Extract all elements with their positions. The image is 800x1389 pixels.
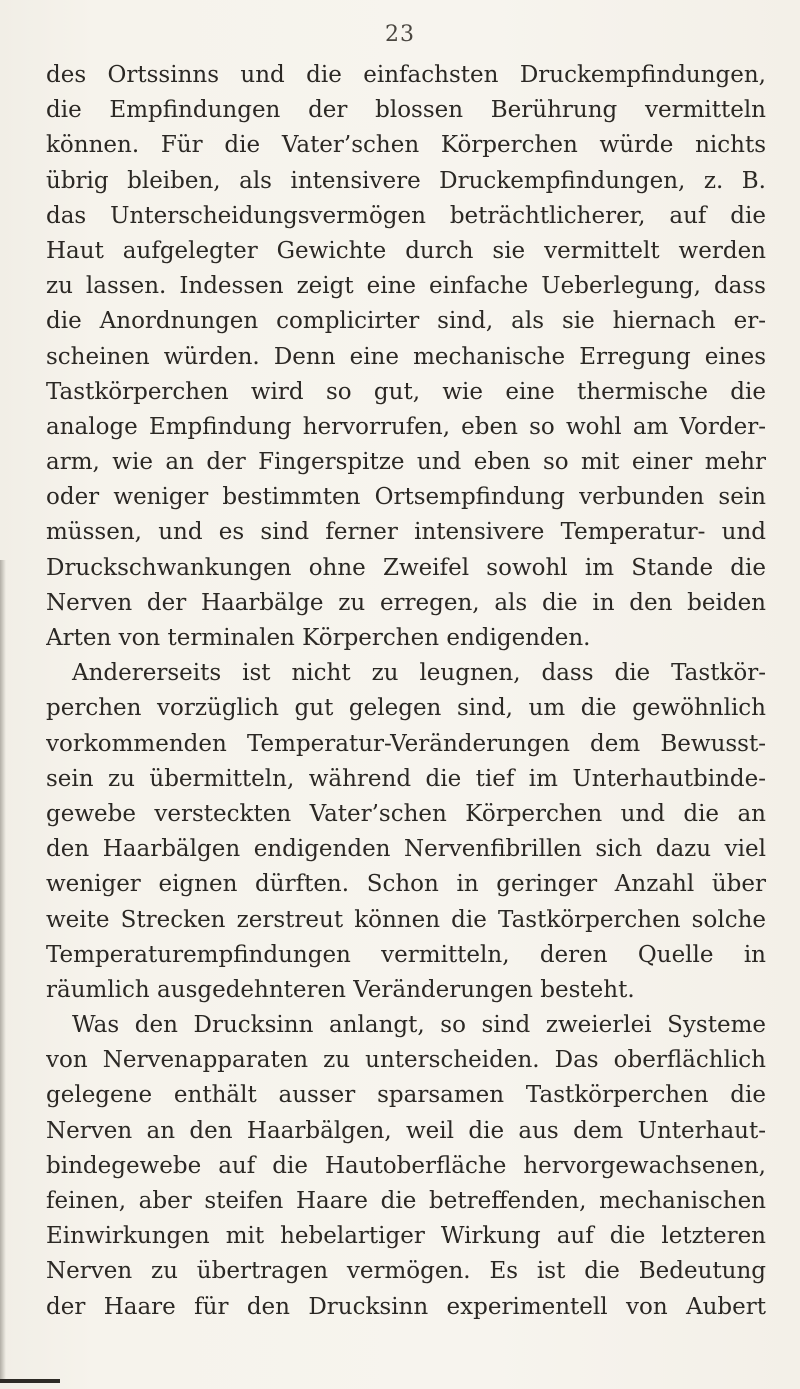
text-line: die Anordnungen complicirter sind, als sie hiernach er-	[46, 308, 766, 335]
text-line: Nerven der Haarbälge zu erregen, als die in den beiden	[46, 589, 766, 616]
page-number: 23	[385, 22, 415, 47]
binding-shadow	[0, 560, 6, 1380]
text-line: den Haarbälgen endigenden Nervenfibrillen sich dazu viel	[46, 836, 766, 863]
text-line: weite Strecken zerstreut können die Tastkörperchen solche	[46, 906, 766, 933]
text-line: von Nervenapparaten zu unterscheiden. Das oberflächlich	[46, 1047, 766, 1074]
paragraph	[46, 1008, 766, 1325]
text-line: gewebe versteckten Vater’schen Körperchen und die an	[46, 800, 766, 827]
text-line: perchen vorzüglich gut gelegen sind, um die gewöhnlich	[46, 695, 766, 722]
text-line: Nerven zu übertragen vermögen. Es ist die Bedeutung	[46, 1258, 766, 1285]
text-line: des Ortssinns und die einfachsten Druckempfindungen,	[46, 62, 766, 88]
text-line: die Empfindungen der blossen Berührung vermitteln	[46, 97, 766, 124]
text-line: können. Für die Vater’schen Körperchen würde nichts	[46, 132, 766, 159]
body-text	[46, 58, 766, 1325]
text-line: Nerven an den Haarbälgen, weil die aus dem Unterhaut-	[46, 1117, 766, 1144]
text-line: analoge Empfindung hervorrufen, eben so wohl am Vorder-	[46, 413, 766, 440]
text-line: Tastkörperchen wird so gut, wie eine thermische die	[46, 378, 766, 405]
text-line: gelegene enthält ausser sparsamen Tastkörperchen die	[46, 1082, 766, 1109]
text-line: das Unterscheidungsvermögen beträchtlicherer, auf die	[46, 202, 766, 229]
text-line: scheinen würden. Denn eine mechanische Erregung eines	[46, 343, 766, 370]
text-line: zu lassen. Indessen zeigt eine einfache Ueberlegung, dass	[46, 273, 766, 300]
paragraph	[46, 58, 766, 656]
text-line: oder weniger bestimmten Ortsempfindung verbunden sein	[46, 484, 766, 511]
paragraph	[46, 656, 766, 1008]
text-line: übrig bleiben, als intensivere Druckempfindungen, z. B.	[46, 167, 766, 194]
text-line: arm, wie an der Fingerspitze und eben so mit einer mehr	[46, 449, 766, 476]
text-line: der Haare für den Drucksinn experimentell von Aubert	[46, 1293, 766, 1320]
text-line: Andererseits ist nicht zu leugnen, dass die Tastkör-	[72, 660, 766, 687]
text-line: müssen, und es sind ferner intensivere Temperatur- und	[46, 519, 766, 546]
text-line: sein zu übermitteln, während die tief im Unterhautbinde-	[46, 765, 766, 792]
text-line: vorkommenden Temperatur-Veränderungen dem Bewusst-	[46, 730, 766, 757]
text-line: räumlich ausgedehnteren Veränderungen besteht.	[46, 976, 635, 1003]
text-line: Einwirkungen mit hebelartiger Wirkung auf die letzteren	[46, 1223, 766, 1250]
text-line: Temperaturempfindungen vermitteln, deren Quelle in	[46, 941, 766, 968]
text-line: Was den Drucksinn anlangt, so sind zweierlei Systeme	[72, 1012, 766, 1039]
text-line: Haut aufgelegter Gewichte durch sie vermittelt werden	[46, 237, 766, 264]
text-line: Arten von terminalen Körperchen endigenden.	[46, 625, 591, 651]
text-line: Druckschwankungen ohne Zweifel sowohl im Stande die	[46, 554, 766, 581]
text-line: feinen, aber steifen Haare die betreffenden, mechanischen	[46, 1188, 766, 1214]
text-line: bindegewebe auf die Hautoberfläche hervorgewachsenen,	[46, 1152, 766, 1179]
corner-mark	[0, 1379, 60, 1383]
text-line: weniger eignen dürften. Schon in geringer Anzahl über	[46, 871, 766, 898]
